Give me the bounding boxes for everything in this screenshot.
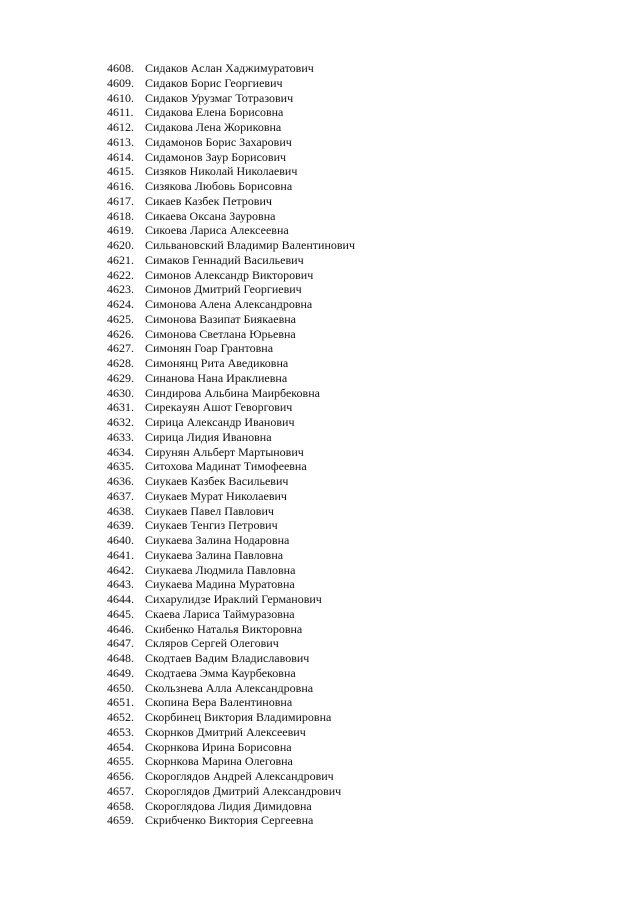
entry-number: 4649. bbox=[107, 665, 134, 680]
entry-name: Скляров Сергей Олегович bbox=[145, 636, 279, 651]
entry-name: Сиукаева Залина Нодаровна bbox=[145, 533, 290, 547]
entry-name: Скодтаева Эмма Каурбековна bbox=[145, 665, 296, 680]
entry-name: Симонянц Рита Аведиковна bbox=[145, 356, 289, 370]
entry-name: Сирунян Альберт Мартынович bbox=[145, 444, 304, 459]
list-item bbox=[107, 282, 355, 297]
entry-number: 4608. bbox=[107, 61, 134, 75]
entry-number: 4639. bbox=[107, 518, 134, 533]
entry-name: Симонов Дмитрий Георгиевич bbox=[145, 282, 302, 297]
entry-name: Сиукаев Тенгиз Петрович bbox=[145, 518, 278, 533]
entry-number: 4647. bbox=[107, 636, 134, 651]
list-item bbox=[107, 740, 355, 755]
entry-name: Сидамонов Заур Борисович bbox=[145, 149, 287, 164]
list-item bbox=[107, 61, 355, 76]
list-item bbox=[107, 238, 355, 253]
entry-number: 4629. bbox=[107, 370, 134, 385]
list-item bbox=[107, 681, 355, 696]
entry-number: 4618. bbox=[107, 208, 134, 223]
entry-number: 4625. bbox=[107, 311, 134, 326]
list-item bbox=[107, 327, 355, 342]
entry-name: Скороглядов Андрей Александрович bbox=[145, 769, 334, 783]
entry-name: Скорбинец Виктория Владимировна bbox=[145, 710, 332, 724]
entry-name: Симонова Алена Александровна bbox=[145, 297, 313, 311]
entry-name: Синдирова Альбина Маирбековна bbox=[145, 385, 320, 400]
entry-name: Сирекаyян Ашот Геворгович bbox=[145, 400, 293, 415]
entry-name: Сизякова Любовь Борисовна bbox=[145, 179, 293, 193]
entry-name: Сизяков Николай Николаевич bbox=[145, 164, 298, 179]
list-item bbox=[107, 607, 355, 622]
entry-number: 4624. bbox=[107, 297, 134, 311]
entry-name: Сидаков Урузмаг Тотразович bbox=[145, 90, 294, 105]
list-item bbox=[107, 666, 355, 681]
list-item bbox=[107, 430, 355, 445]
list-item bbox=[107, 268, 355, 283]
list-item bbox=[107, 223, 355, 238]
entry-number: 4626. bbox=[107, 326, 134, 341]
entry-number: 4646. bbox=[107, 621, 134, 636]
entry-number: 4617. bbox=[107, 193, 134, 208]
entry-number: 4628. bbox=[107, 356, 134, 370]
list-item bbox=[107, 725, 355, 740]
list-item bbox=[107, 386, 355, 401]
entry-number: 4648. bbox=[107, 651, 134, 665]
entry-number: 4643. bbox=[107, 577, 134, 592]
entry-name: Сикаев Казбек Петрович bbox=[145, 193, 272, 208]
list-item bbox=[107, 592, 355, 607]
entry-number: 4653. bbox=[107, 724, 134, 739]
entry-name: Сиукаев Казбек Васильевич bbox=[145, 474, 289, 488]
entry-number: 4611. bbox=[107, 105, 134, 120]
list-item bbox=[107, 209, 355, 224]
list-item bbox=[107, 179, 355, 194]
entry-name: Симонов Александр Викторович bbox=[145, 267, 314, 282]
list-item bbox=[107, 622, 355, 637]
entry-number: 4620. bbox=[107, 238, 134, 252]
list-item bbox=[107, 754, 355, 769]
list-item bbox=[107, 371, 355, 386]
entry-name: Сихарулидзе Ираклий Германович bbox=[145, 592, 322, 606]
entry-number: 4655. bbox=[107, 754, 134, 769]
entry-number: 4612. bbox=[107, 120, 134, 134]
entry-name: Скибенко Наталья Викторовна bbox=[145, 621, 303, 636]
list-item bbox=[107, 489, 355, 504]
list-item bbox=[107, 312, 355, 327]
entry-name: Сидакова Лена Жориковна bbox=[145, 120, 282, 134]
entry-number: 4632. bbox=[107, 415, 134, 429]
entry-number: 4658. bbox=[107, 798, 134, 813]
entry-number: 4637. bbox=[107, 488, 134, 503]
list-item bbox=[107, 76, 355, 91]
entry-name: Скодтаев Вадим Владиславович bbox=[145, 651, 310, 665]
list-item bbox=[107, 150, 355, 165]
list-item bbox=[107, 474, 355, 489]
entry-number: 4613. bbox=[107, 134, 134, 149]
entry-name: Сиукаев Павел Павлович bbox=[145, 503, 274, 518]
list-item bbox=[107, 651, 355, 666]
entry-name: Симонова Светлана Юрьевна bbox=[145, 326, 296, 341]
list-item bbox=[107, 504, 355, 519]
entry-name: Сиукаев Мурат Николаевич bbox=[145, 488, 287, 503]
entry-name: Сикоева Лариса Алексеевна bbox=[145, 223, 289, 238]
list-item bbox=[107, 415, 355, 430]
entry-number: 4656. bbox=[107, 769, 134, 783]
list-item bbox=[107, 253, 355, 268]
entry-number: 4623. bbox=[107, 282, 134, 297]
entry-number: 4640. bbox=[107, 533, 134, 547]
entry-number: 4651. bbox=[107, 695, 134, 710]
entry-number: 4619. bbox=[107, 223, 134, 238]
entry-number: 4610. bbox=[107, 90, 134, 105]
list-item bbox=[107, 577, 355, 592]
entry-name: Симонян Гоар Грантовна bbox=[145, 341, 274, 356]
list-item bbox=[107, 563, 355, 578]
entry-name: Сиукаева Людмила Павловна bbox=[145, 562, 296, 577]
entry-number: 4614. bbox=[107, 149, 134, 164]
list-item bbox=[107, 518, 355, 533]
entry-number: 4641. bbox=[107, 547, 134, 562]
entry-name: Скорнков Дмитрий Алексеевич bbox=[145, 724, 306, 739]
entry-number: 4645. bbox=[107, 606, 134, 621]
list-item bbox=[107, 695, 355, 710]
entry-number: 4642. bbox=[107, 562, 134, 577]
entry-name: Сидаков Борис Георгиевич bbox=[145, 75, 283, 90]
entry-number: 4652. bbox=[107, 710, 134, 724]
list-item bbox=[107, 548, 355, 563]
entry-number: 4631. bbox=[107, 400, 134, 415]
entry-name: Симаков Геннадий Васильевич bbox=[145, 252, 304, 267]
entry-number: 4657. bbox=[107, 783, 134, 798]
entry-name: Симонова Вазипат Биякаевна bbox=[145, 311, 296, 326]
entry-name: Скорнкова Марина Олеговна bbox=[145, 754, 293, 769]
entry-number: 4630. bbox=[107, 385, 134, 400]
entry-name: Ситохова Мадинат Тимофеевна bbox=[145, 459, 307, 474]
list-item bbox=[107, 636, 355, 651]
list-item bbox=[107, 459, 355, 474]
list-item bbox=[107, 297, 355, 312]
entry-number: 4650. bbox=[107, 680, 134, 695]
entry-number: 4627. bbox=[107, 341, 134, 356]
list-item bbox=[107, 445, 355, 460]
list-item bbox=[107, 105, 355, 120]
list-item bbox=[107, 799, 355, 814]
list-item bbox=[107, 164, 355, 179]
entry-name: Сидакова Елена Борисовна bbox=[145, 105, 284, 120]
name-list bbox=[107, 61, 355, 828]
entry-number: 4638. bbox=[107, 503, 134, 518]
list-item bbox=[107, 341, 355, 356]
entry-name: Сикаева Оксана Зауровна bbox=[145, 208, 276, 223]
entry-name: Сидаков Аслан Хаджимуратович bbox=[145, 61, 314, 75]
entry-number: 4636. bbox=[107, 474, 134, 488]
entry-number: 4635. bbox=[107, 459, 134, 474]
entry-name: Синанова Нана Ираклиевна bbox=[145, 370, 288, 385]
entry-name: Сирица Лидия Ивановна bbox=[145, 429, 272, 444]
entry-number: 4644. bbox=[107, 592, 134, 606]
list-item bbox=[107, 356, 355, 371]
list-item bbox=[107, 91, 355, 106]
entry-name: Скорнкова Ирина Борисовна bbox=[145, 739, 292, 754]
entry-number: 4634. bbox=[107, 444, 134, 459]
list-item bbox=[107, 710, 355, 725]
list-item bbox=[107, 769, 355, 784]
list-item bbox=[107, 400, 355, 415]
entry-number: 4654. bbox=[107, 739, 134, 754]
entry-number: 4659. bbox=[107, 813, 134, 828]
entry-number: 4622. bbox=[107, 267, 134, 282]
list-item bbox=[107, 120, 355, 135]
entry-number: 4621. bbox=[107, 252, 134, 267]
entry-name: Сирица Александр Иванович bbox=[145, 415, 295, 429]
entry-name: Сиукаева Залина Павловна bbox=[145, 547, 284, 562]
entry-number: 4609. bbox=[107, 75, 134, 90]
list-item bbox=[107, 194, 355, 209]
entry-name: Скопина Вера Валентиновна bbox=[145, 695, 293, 710]
list-item bbox=[107, 813, 355, 828]
entry-number: 4616. bbox=[107, 179, 134, 193]
entry-number: 4615. bbox=[107, 164, 134, 179]
entry-name: Скороглядов Дмитрий Александрович bbox=[145, 783, 342, 798]
entry-name: Сиукаева Мадина Муратовна bbox=[145, 577, 295, 592]
entry-name: Скаева Лариса Таймуразовна bbox=[145, 606, 295, 621]
entry-name: Скороглядова Лидия Димидовна bbox=[145, 798, 312, 813]
list-item bbox=[107, 135, 355, 150]
entry-name: Скрибченко Виктория Сергеевна bbox=[145, 813, 314, 828]
entry-name: Скользнева Алла Александровна bbox=[145, 680, 314, 695]
entry-number: 4633. bbox=[107, 429, 134, 444]
list-item bbox=[107, 784, 355, 799]
entry-name: Сильвановский Владимир Валентинович bbox=[145, 238, 355, 252]
entry-name: Сидамонов Борис Захарович bbox=[145, 134, 292, 149]
list-item bbox=[107, 533, 355, 548]
